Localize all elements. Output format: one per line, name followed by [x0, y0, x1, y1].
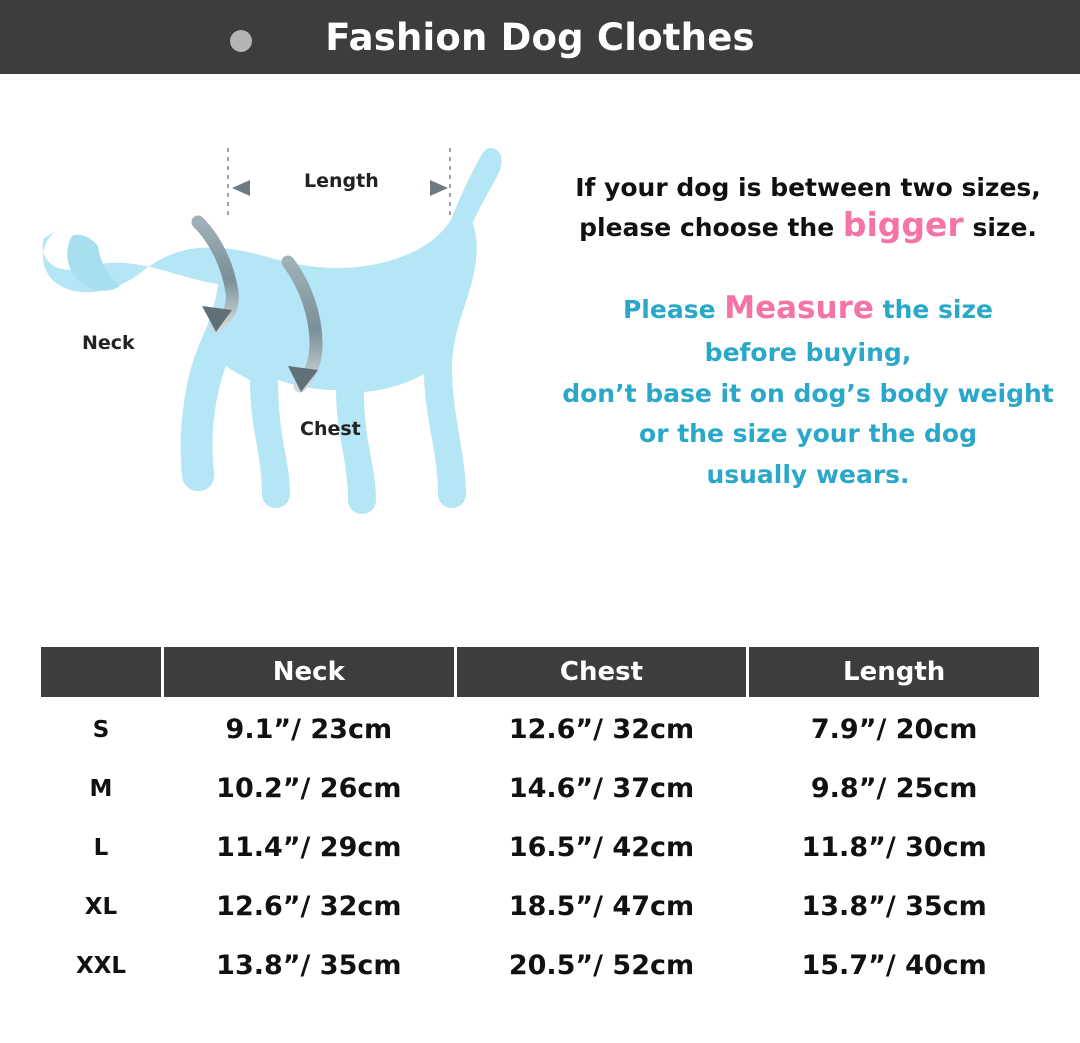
table-row: [40, 818, 1041, 877]
row-size-label: XL: [84, 893, 118, 920]
cell-neck: 12.6”/ 32cm: [216, 891, 402, 922]
row-size-label: L: [93, 834, 109, 861]
cell-neck: 11.4”/ 29cm: [216, 832, 402, 863]
row-size-label: XXL: [75, 952, 127, 979]
cell-neck: 9.1”/ 23cm: [225, 714, 393, 745]
cell-length: 15.7”/ 40cm: [801, 950, 987, 981]
size-table-wrapper: [38, 644, 1042, 995]
measure-note: [548, 283, 1068, 495]
size-table: [38, 644, 1042, 995]
measure-line-5: usually wears.: [706, 459, 910, 489]
cell-chest: 16.5”/ 42cm: [508, 832, 695, 863]
table-row: [40, 877, 1041, 936]
note-bigger-highlight: bigger: [842, 205, 964, 244]
row-size-label: M: [89, 775, 113, 802]
size-table-body: [40, 699, 1041, 996]
column-header-chest: Chest: [455, 646, 748, 699]
dog-measurement-illustration: [20, 110, 540, 560]
measure-after: the size: [882, 295, 993, 324]
measure-before: Please: [622, 295, 716, 324]
table-row: [40, 759, 1041, 818]
sizing-notes: [548, 175, 1068, 495]
cell-length: 9.8”/ 25cm: [810, 773, 978, 804]
page-title: Fashion Dog Clothes: [325, 15, 755, 59]
note-line-2-before: please choose the: [579, 213, 835, 242]
cell-chest: 12.6”/ 32cm: [508, 714, 695, 745]
measure-line-3: don’t base it on dog’s body weight: [562, 378, 1054, 408]
column-header-neck: Neck: [163, 646, 456, 699]
measure-line-4: or the size your the dog: [639, 419, 977, 449]
size-table-head: [40, 646, 1041, 699]
cell-neck: 13.8”/ 35cm: [216, 950, 402, 981]
note-line-2-after: size.: [972, 213, 1037, 242]
table-row: [40, 699, 1041, 760]
column-header-length: Length: [748, 646, 1041, 699]
chest-label: Chest: [300, 418, 361, 440]
bottom-spacer: [0, 1017, 1080, 1043]
cell-length: 13.8”/ 35cm: [801, 891, 987, 922]
cell-chest: 20.5”/ 52cm: [508, 950, 695, 981]
header-bar: [0, 0, 1080, 74]
cell-length: 11.8”/ 30cm: [801, 832, 987, 863]
measure-highlight: Measure: [724, 290, 874, 326]
cell-length: 7.9”/ 20cm: [810, 714, 978, 745]
table-header-row: [40, 646, 1041, 699]
note-line-1: If your dog is between two sizes,: [575, 173, 1041, 202]
length-label: Length: [304, 170, 379, 192]
measure-line-1: [548, 283, 1068, 333]
row-size-label: S: [92, 716, 110, 743]
cell-neck: 10.2”/ 26cm: [216, 773, 402, 804]
table-row: [40, 936, 1041, 995]
cell-chest: 14.6”/ 37cm: [508, 773, 695, 804]
cell-chest: 18.5”/ 47cm: [508, 891, 695, 922]
measure-line-2: before buying,: [704, 338, 912, 368]
neck-label: Neck: [82, 332, 135, 354]
table-corner-cell: [40, 646, 163, 699]
circle-dot-icon: [230, 30, 252, 52]
note-line-2: [548, 205, 1068, 244]
